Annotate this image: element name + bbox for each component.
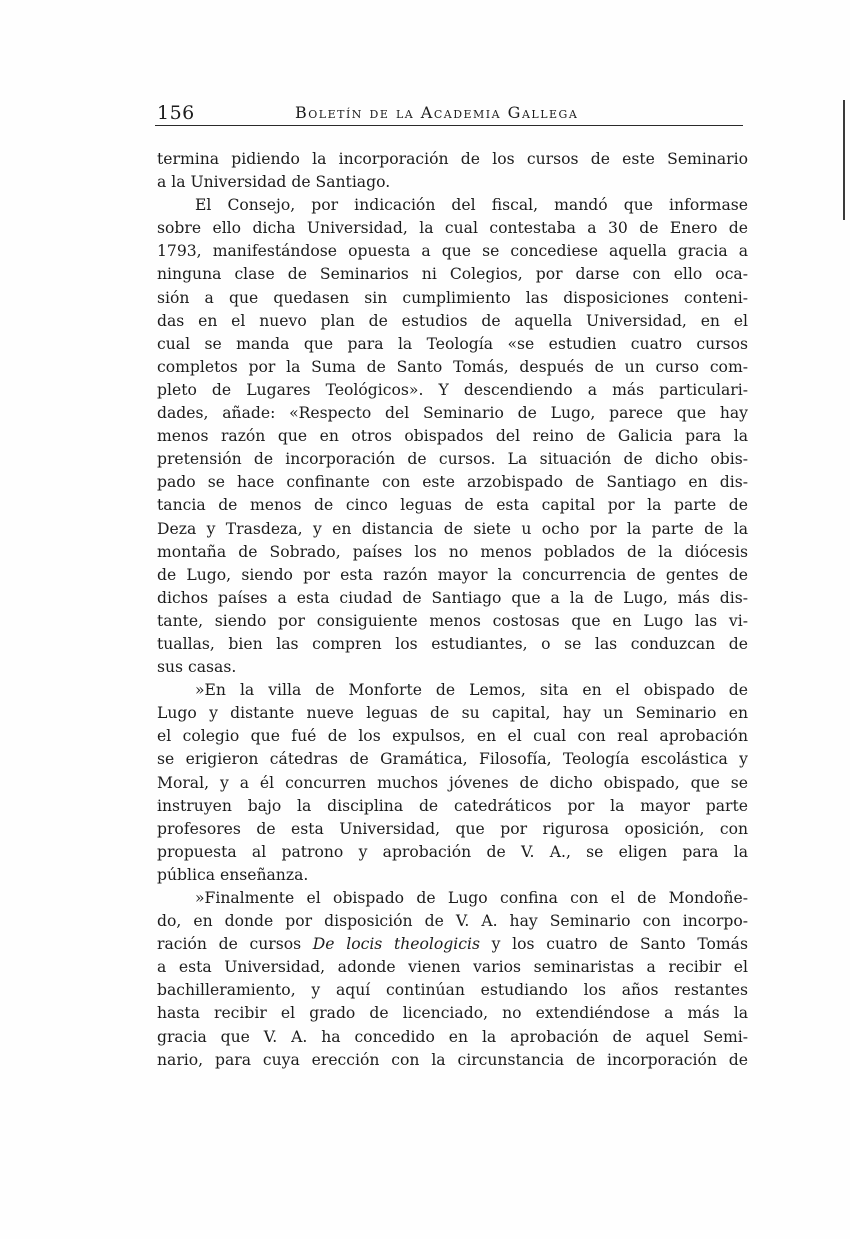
text-line: sobre ello dicha Universidad, la cual contestaba a 30 de Enero de xyxy=(157,219,748,238)
text-line: das en el nuevo plan de estudios de aquella Universidad, en el xyxy=(157,311,748,330)
text-line: el colegio que fué de los expulsos, en el cual con real aprobación xyxy=(157,727,748,746)
text-line: cual se manda que para la Teología «se estudien cuatro cursos xyxy=(157,334,748,353)
text-segment: ración de cursos xyxy=(157,935,302,954)
text-line: tuallas, bien las compren los estudiantes, o se las conduzcan de xyxy=(157,634,748,653)
text-line: propuesta al patrono y aprobación de V. A., se eligen para la xyxy=(157,842,748,861)
text-line: se erigieron cátedras de Gramática, Filosofía, Teología escolástica y xyxy=(157,750,748,769)
text-line: hasta recibir el grado de licenciado, no extendiéndose a más la xyxy=(157,1004,748,1023)
text-line: pretensión de incorporación de cursos. La situación de dicho obis- xyxy=(157,450,748,469)
text-line: sión a que quedasen sin cumplimiento las disposiciones conteni- xyxy=(157,288,748,307)
text-line: El Consejo, por indicación del fiscal, mandó que informase xyxy=(195,196,748,215)
text-line: Moral, y a él concurren muchos jóvenes de dicho obispado, que se xyxy=(157,773,748,792)
header-rule xyxy=(155,125,743,126)
text-line: bachilleramiento, y aquí continúan estudiando los años restantes xyxy=(157,981,748,1000)
text-line: dichos países a esta ciudad de Santiago que a la de Lugo, más dis- xyxy=(157,588,748,607)
body-text xyxy=(157,148,748,1072)
text-line: instruyen bajo la disciplina de catedráticos por la mayor parte xyxy=(157,796,748,815)
text-line: pleto de Lugares Teológicos». Y descendiendo a más particulari- xyxy=(157,380,748,399)
text-line: termina pidiendo la incorporación de los cursos de este Seminario xyxy=(157,150,748,168)
text-line-mixed xyxy=(157,933,748,956)
text-line: montaña de Sobrado, países los no menos poblados de la diócesis xyxy=(157,542,748,561)
text-line: do, en donde por disposición de V. A. hay Seminario con incorpo- xyxy=(157,912,748,931)
text-line: Lugo y distante nueve leguas de su capital, hay un Seminario en xyxy=(157,704,748,723)
text-line: a esta Universidad, adonde vienen varios seminaristas a recibir el xyxy=(157,958,748,977)
text-line: 1793, manifestándose opuesta a que se concediese aquella gracia a xyxy=(157,242,748,261)
text-line: ninguna clase de Seminarios ni Colegios, por darse con ello oca- xyxy=(157,265,748,284)
page-edge-mark xyxy=(843,100,845,220)
text-line: completos por la Suma de Santo Tomás, después de un curso com- xyxy=(157,357,748,376)
text-line: »Finalmente el obispado de Lugo confina con el de Mondoñe- xyxy=(195,889,748,907)
text-segment: y los cuatro de Santo Tomás xyxy=(491,935,748,954)
running-title: Boletín de la Academia Gallega xyxy=(295,103,579,122)
text-line: tancia de menos de cinco leguas de esta capital por la parte de xyxy=(157,496,748,515)
text-line: gracia que V. A. ha concedido en la aprobación de aquel Semi- xyxy=(157,1027,748,1046)
text-line: pública enseñanza. xyxy=(157,865,309,884)
text-line: Deza y Trasdeza, y en distancia de siete u ocho por la parte de la xyxy=(157,519,748,538)
text-line: menos razón que en otros obispados del reino de Galicia para la xyxy=(157,427,748,446)
text-line: nario, para cuya erección con la circunstancia de incorporación de xyxy=(157,1050,748,1069)
page-number: 156 xyxy=(157,102,195,124)
text-line: dades, añade: «Respecto del Seminario de Lugo, parece que hay xyxy=(157,404,748,423)
text-line: tante, siendo por consiguiente menos costosas que en Lugo las vi- xyxy=(157,611,748,630)
text-line: sus casas. xyxy=(157,658,237,677)
italic-phrase: De locis theologicis xyxy=(312,935,480,954)
text-line: a la Universidad de Santiago. xyxy=(157,173,391,192)
page-header xyxy=(155,100,740,126)
text-line: »En la villa de Monforte de Lemos, sita en el obispado de xyxy=(195,681,748,700)
text-line: profesores de esta Universidad, que por rigurosa oposición, con xyxy=(157,819,748,838)
text-line: pado se hace confinante con este arzobispado de Santiago en dis- xyxy=(157,473,748,492)
text-line: de Lugo, siendo por esta razón mayor la concurrencia de gentes de xyxy=(157,565,748,584)
